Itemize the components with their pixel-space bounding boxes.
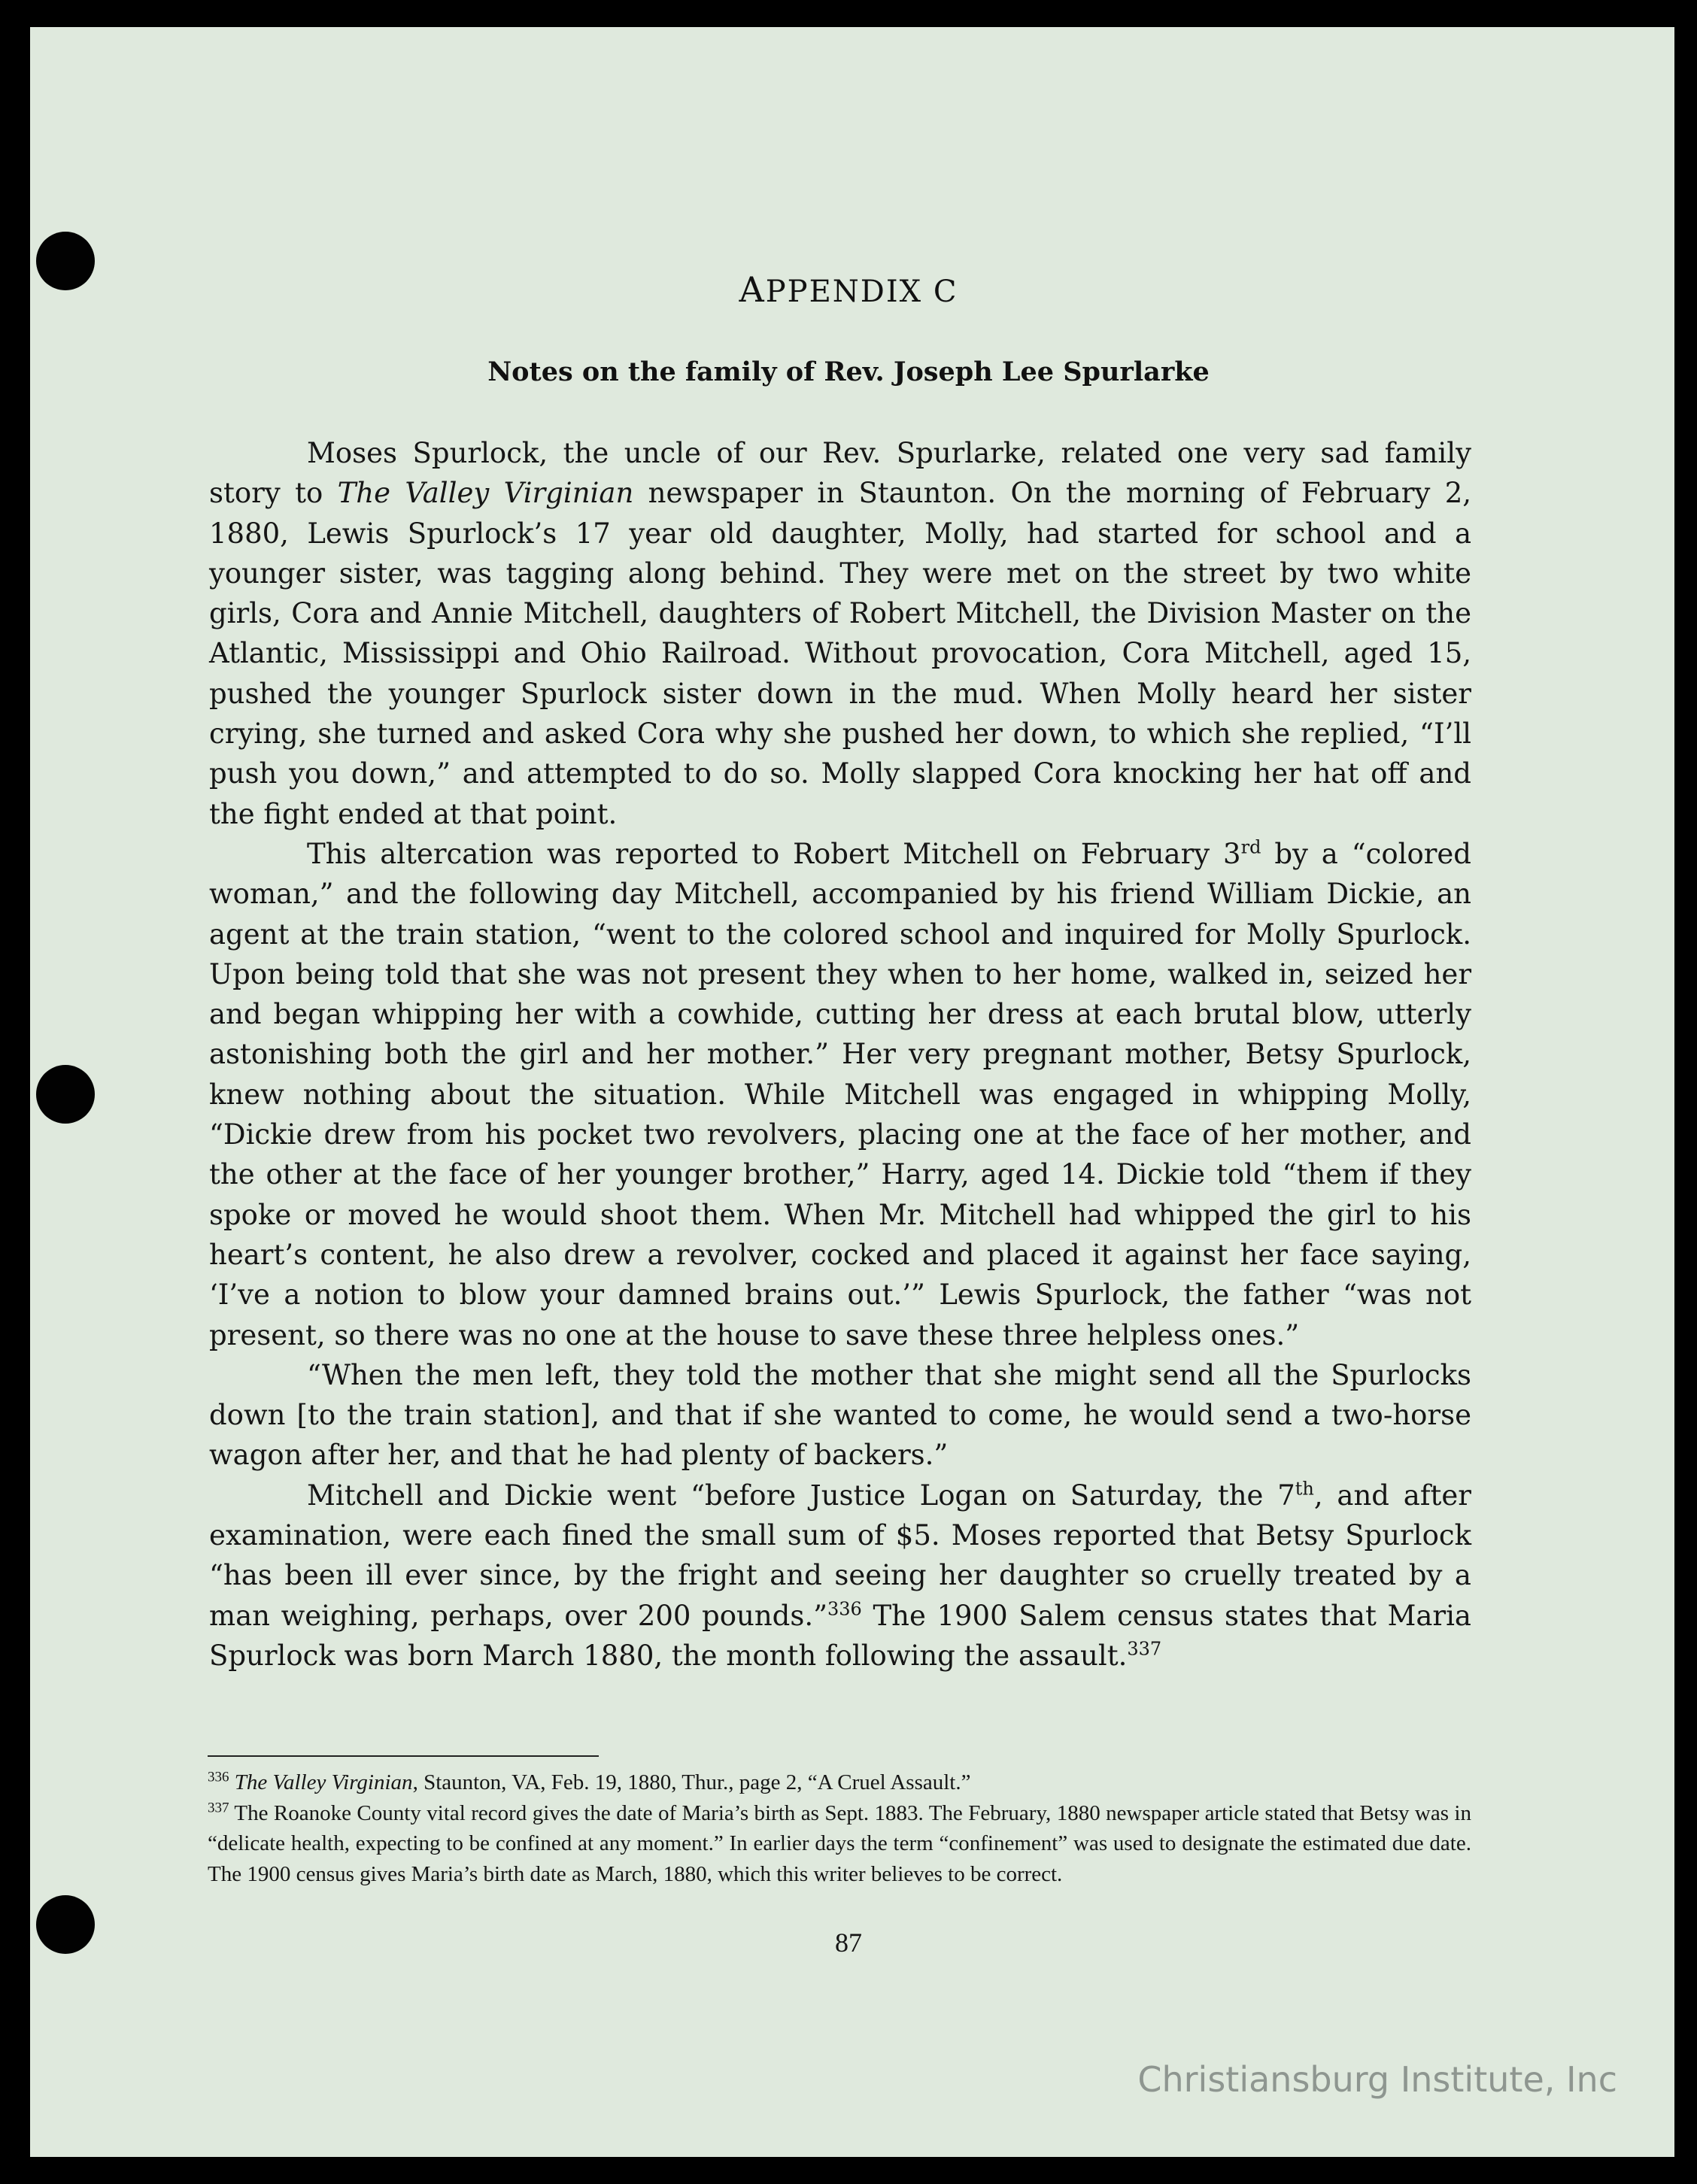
punch-hole-middle xyxy=(36,1065,95,1124)
page-subtitle: Notes on the family of Rev. Joseph Lee Spurlarke xyxy=(487,356,1210,387)
footnote-ref-337[interactable]: 337 xyxy=(1127,1638,1162,1660)
appendix-title-rest: PPENDIX C xyxy=(765,275,958,309)
page-number: 87 xyxy=(835,1928,862,1958)
body-text xyxy=(209,433,1471,1676)
footnote-337-number: 337 xyxy=(208,1799,229,1815)
p4-text-c: The 1900 Salem census states that Maria Spurlock was born March 1880, the month following the assault. xyxy=(209,1599,1471,1672)
p1-text-a: Moses Spurlock, the uncle of our Rev. Spurlarke, related one very sad family story to xyxy=(209,437,1471,510)
footnote-337 xyxy=(208,1798,1471,1890)
footnote-ref-336[interactable]: 336 xyxy=(827,1598,862,1620)
p4-text-b: , and after examination, were each fined the small sum of $5. Moses reported that Betsy Spurlock “has been ill ever since, by the fright and seeing her daughter so cruelly treated by a man weighing, perhaps, over 200 pounds.” xyxy=(209,1479,1471,1632)
paragraph-2 xyxy=(209,834,1471,1355)
appendix-title xyxy=(0,269,1697,310)
paragraph-4 xyxy=(209,1476,1471,1676)
p1-newspaper-title: The Valley Virginian xyxy=(337,477,634,510)
p2-ordinal-sup: rd xyxy=(1240,836,1261,858)
paragraph-3: “When the men left, they told the mother that she might send all the Spurlocks down [to the train station], and that if she wanted to come, he would send a two-horse wagon after her, and that he had plenty of backers.” xyxy=(209,1358,1471,1472)
watermark: Christiansburg Institute, Inc xyxy=(1137,2059,1617,2100)
p4-ordinal-sup: th xyxy=(1295,1478,1314,1500)
p2-text-b: by a “colored woman,” and the following day Mitchell, accompanied by his friend William Dickie, an agent at the train station, “went to the colored school and inquired for Molly Spurlock. Upon being told that she was not present they when to her home, walked in, seized her and began whipping her with a cowhide, cutting her dress at each brutal blow, utterly astonishing both the girl and her mother.” Her very pregnant mother, Betsy Spurlock, knew nothing about the situation. While Mitchell was engaged in whipping Molly, “Dickie drew from his pocket two revolvers, placing one at the face of her mother, and the other at the face of her younger brother,” Harry, aged 14. Dickie told “them if they spoke or moved he would shoot them. When Mr. Mitchell had whipped the girl to his heart’s content, he also drew a revolver, cocked and placed it against her face saying, ‘I’ve a notion to blow your damned brains out.’” Lewis Spurlock, the father “was not present, so there was no one at the house to save these three helpless ones.” xyxy=(209,837,1471,1351)
footnote-337-text: The Roanoke County vital record gives the date of Maria’s birth as Sept. 1883. The February, 1880 newspaper article stated that Betsy was in “delicate health, expecting to be confined at any moment.” In earlier days the term “confinement” was used to designate the estimated due date. The 1900 census gives Maria’s birth date as March, 1880, which this writer believes to be correct. xyxy=(208,1800,1471,1886)
p2-text-a: This altercation was reported to Robert Mitchell on February 3 xyxy=(307,837,1241,870)
footnotes xyxy=(208,1767,1471,1889)
footnote-336-text: , Staunton, VA, Feb. 19, 1880, Thur., page 2, “A Cruel Assault.” xyxy=(412,1770,971,1794)
paragraph-1 xyxy=(209,433,1471,834)
appendix-title-initial: A xyxy=(739,269,766,310)
p4-text-a: Mitchell and Dickie went “before Justice Logan on Saturday, the 7 xyxy=(307,1479,1295,1512)
footnote-336-source: The Valley Virginian xyxy=(234,1770,413,1794)
p1-text-b: newspaper in Staunton. On the morning of February 2, 1880, Lewis Spurlock’s 17 year old daughter, Molly, had started for school and a younger sister, was tagging along behind. They were met on the street by two white girls, Cora and Annie Mitchell, daughters of Robert Mitchell, the Division Master on the Atlantic, Mississippi and Ohio Railroad. Without provocation, Cora Mitchell, aged 15, pushed the younger Spurlock sister down in the mud. When Molly heard her sister crying, she turned and asked Cora why she pushed her down, to which she replied, “I’ll push you down,” and attempted to do so. Molly slapped Cora knocking her hat off and the fight ended at that point. xyxy=(209,477,1472,830)
footnote-336 xyxy=(208,1767,1471,1798)
footnote-divider xyxy=(208,1755,599,1757)
footnote-336-number: 336 xyxy=(208,1769,229,1785)
